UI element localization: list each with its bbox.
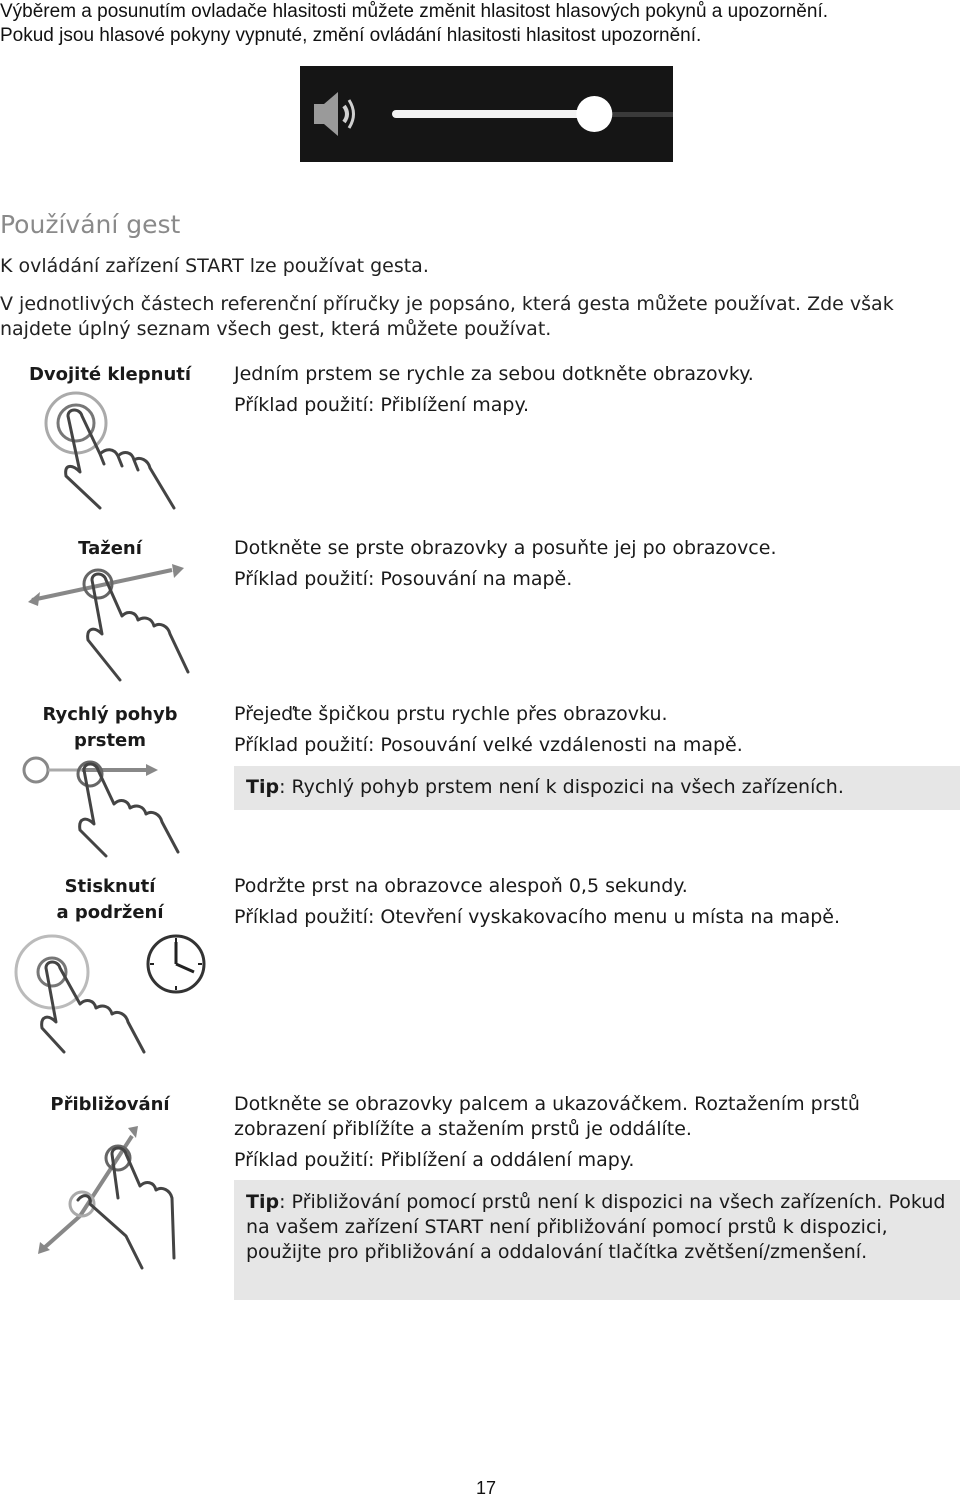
gesture-description: Jedním prstem se rychle za sebou dotkněte obrazovky.: [234, 363, 754, 385]
drag-hand-icon: [24, 560, 204, 692]
gesture-label-line: Rychlý pohyb: [42, 704, 178, 725]
gesture-label-double-tap: Dvojité klepnutí: [28, 364, 192, 385]
gesture-desc-press-hold: [234, 874, 954, 936]
gesture-description: Podržte prst na obrazovce alespoň 0,5 sekundy.: [234, 875, 688, 897]
gesture-label-press-hold: [20, 874, 200, 926]
gesture-label-line: a podržení: [56, 902, 164, 923]
gesture-example: Příklad použití: Posouvání na mapě.: [234, 568, 573, 590]
gesture-desc-pinch: [234, 1092, 954, 1179]
page-number: 17: [475, 1478, 497, 1498]
intro-line-1: Výběrem a posunutím ovladače hlasitosti můžete změnit hlasitost hlasových pokynů a upozornění.: [0, 1, 829, 22]
slider-track-filled: [392, 110, 594, 118]
press-hold-hand-icon: [8, 928, 214, 1058]
section-title: Používání gest: [0, 210, 181, 239]
tip-box-pinch: [234, 1180, 960, 1300]
gesture-label-drag: Tažení: [78, 538, 142, 559]
gesture-description: Přejeďte špičkou prstu rychle přes obrazovku.: [234, 703, 668, 725]
gesture-desc-drag: [234, 536, 954, 598]
gesture-example: Příklad použití: Otevření vyskakovacího menu u místa na mapě.: [234, 906, 841, 928]
double-tap-hand-icon: [40, 388, 210, 523]
intro-line-2: Pokud jsou hlasové pokyny vypnuté, změní ovládání hlasitosti hlasitost upozornění.: [0, 25, 702, 46]
tip-text: : Přibližování pomocí prstů není k dispozici na všech zařízeních. Pokud na vašem zařízení START není přibližování pomocí prstů k dispozici, použijte pro přibližování a oddalování tlačítka zvětšení/zmenšení.: [246, 1191, 946, 1263]
tip-box-flick: [234, 766, 960, 810]
clock-icon: [148, 936, 204, 992]
gesture-label-flick: [20, 702, 200, 754]
gesture-example: Příklad použití: Posouvání velké vzdálenosti na mapě.: [234, 734, 743, 756]
volume-slider: [300, 66, 673, 162]
gesture-description: Dotkněte se prste obrazovky a posuňte jej po obrazovce.: [234, 537, 777, 559]
speaker-icon: [314, 92, 354, 136]
section-para-2: V jednotlivých částech referenční příručky je popsáno, která gesta můžete používat. Zde však najdete úplný seznam všech gest, která můžete používat.: [0, 293, 894, 340]
gesture-description: Dotkněte se obrazovky palcem a ukazováčkem. Roztažením prstů zobrazení přiblížíte a stažením prstů je oddálíte.: [234, 1093, 860, 1140]
gesture-label-line: prstem: [73, 730, 147, 751]
flick-hand-icon: [18, 752, 204, 862]
gesture-label-pinch: Přibližování: [50, 1094, 170, 1115]
gesture-desc-double-tap: [234, 362, 954, 424]
pinch-hand-icon: [30, 1118, 210, 1278]
slider-thumb: [576, 96, 612, 132]
section-para-1: K ovládání zařízení START lze používat gesta.: [0, 255, 429, 277]
tip-label: Tip: [246, 1191, 280, 1213]
gesture-example: Příklad použití: Přiblížení a oddálení mapy.: [234, 1149, 635, 1171]
intro-text: [0, 0, 960, 48]
tip-text: : Rychlý pohyb prstem není k dispozici na všech zařízeních.: [279, 776, 844, 798]
gesture-label-line: Stisknutí: [64, 876, 156, 897]
volume-slider-image: [300, 66, 673, 162]
gesture-desc-flick: [234, 702, 954, 764]
gesture-example: Příklad použití: Přiblížení mapy.: [234, 394, 530, 416]
tip-label: Tip: [246, 776, 280, 798]
